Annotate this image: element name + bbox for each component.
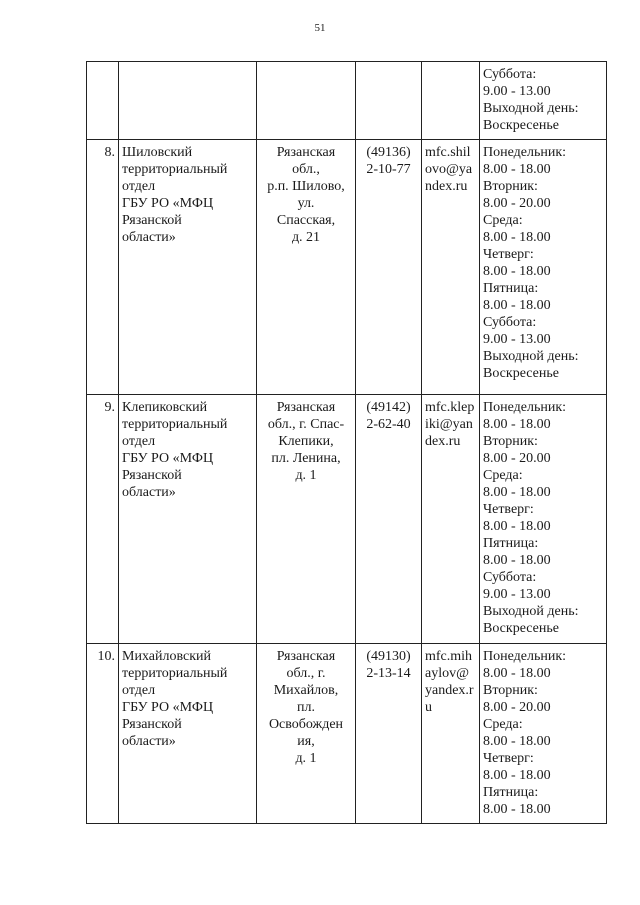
- address-cell: [257, 395, 356, 644]
- schedule-cell: [480, 140, 607, 395]
- schedule-line: 8.00 - 18.00: [483, 485, 551, 500]
- address-line: р.п. Шилово,: [267, 179, 345, 194]
- schedule-line: Вторник:: [483, 683, 538, 698]
- schedule-line: 8.00 - 20.00: [483, 196, 551, 211]
- schedule-line: Выходной день:: [483, 349, 579, 364]
- office-name-line: отдел: [122, 683, 156, 698]
- email-line: ovo@ya: [425, 162, 473, 177]
- schedule-line: 9.00 - 13.00: [483, 332, 551, 347]
- address-line: д. 1: [295, 468, 317, 483]
- schedule-line: Суббота:: [483, 570, 537, 585]
- office-name-line: ГБУ РО «МФЦ: [122, 451, 214, 466]
- address-line: ия,: [297, 734, 315, 749]
- phone-cell: [356, 395, 422, 644]
- office-name-cell: [119, 395, 257, 644]
- address-line: Рязанская: [276, 145, 336, 160]
- schedule-line: Пятница:: [483, 281, 539, 296]
- office-name-line: Клепиковский: [122, 400, 208, 415]
- table-row: [87, 395, 607, 644]
- row-number: 10.: [87, 644, 119, 824]
- phone-cell: [356, 644, 422, 824]
- phone-line: (49142): [366, 400, 411, 415]
- address-line: обл.,: [292, 162, 320, 177]
- office-name-line: отдел: [122, 434, 156, 449]
- office-name-line: Михайловский: [122, 649, 211, 664]
- schedule-cell: [480, 395, 607, 644]
- schedule-line: Воскресенье: [483, 621, 559, 636]
- address-line: Клепики,: [278, 434, 334, 449]
- schedule-line: Выходной день:: [483, 604, 579, 619]
- email-cell: [422, 395, 480, 644]
- address-cell: [257, 62, 356, 140]
- email-line: mfc.shil: [425, 145, 471, 160]
- address-line: пл. Ленина,: [271, 451, 341, 466]
- schedule-line: 8.00 - 18.00: [483, 162, 551, 177]
- schedule-line: Воскресенье: [483, 366, 559, 381]
- email-line: iki@yan: [425, 417, 473, 432]
- schedule-cell: [480, 62, 607, 140]
- address-cell: [257, 140, 356, 395]
- schedule-line: 8.00 - 18.00: [483, 802, 551, 817]
- address-line: Михайлов,: [273, 683, 339, 698]
- row-number: [87, 62, 119, 140]
- address-line: Освобожден: [268, 717, 344, 732]
- email-cell: [422, 140, 480, 395]
- office-name-line: территориальный: [122, 417, 228, 432]
- schedule-line: Четверг:: [483, 502, 534, 517]
- address-line: обл., г. Спас-: [267, 417, 345, 432]
- phone-line: 2-10-77: [366, 162, 411, 177]
- email-line: mfc.mih: [425, 649, 473, 664]
- schedule-line: Среда:: [483, 717, 523, 732]
- schedule-line: 8.00 - 18.00: [483, 264, 551, 279]
- office-name-line: области»: [122, 734, 176, 749]
- office-name-line: территориальный: [122, 666, 228, 681]
- schedule-line: Вторник:: [483, 434, 538, 449]
- schedule-line: 8.00 - 18.00: [483, 417, 551, 432]
- address-cell: [257, 644, 356, 824]
- email-line: yandex.r: [425, 683, 474, 698]
- row-number: 8.: [87, 140, 119, 395]
- address-line: обл., г.: [286, 666, 326, 681]
- email-cell: [422, 644, 480, 824]
- schedule-line: Понедельник:: [483, 400, 567, 415]
- schedule-line: Среда:: [483, 468, 523, 483]
- schedule-cell: [480, 644, 607, 824]
- office-name-line: ГБУ РО «МФЦ: [122, 196, 214, 211]
- schedule-line: 8.00 - 20.00: [483, 700, 551, 715]
- schedule-line: Четверг:: [483, 751, 534, 766]
- schedule-line: 8.00 - 20.00: [483, 451, 551, 466]
- office-name-line: ГБУ РО «МФЦ: [122, 700, 214, 715]
- phone-cell: [356, 62, 422, 140]
- row-number: 9.: [87, 395, 119, 644]
- address-line: д. 1: [295, 751, 317, 766]
- office-name-line: Шиловский: [122, 145, 193, 160]
- address-line: Рязанская: [276, 400, 336, 415]
- schedule-line: 8.00 - 18.00: [483, 298, 551, 313]
- schedule-line: Выходной день:: [483, 101, 579, 116]
- office-name-line: территориальный: [122, 162, 228, 177]
- office-name-line: Рязанской: [122, 468, 182, 483]
- schedule-line: Воскресенье: [483, 118, 559, 133]
- phone-line: 2-13-14: [366, 666, 411, 681]
- schedule-line: Понедельник:: [483, 145, 567, 160]
- address-line: ул.: [297, 196, 315, 211]
- schedule-line: 8.00 - 18.00: [483, 666, 551, 681]
- schedule-line: Пятница:: [483, 536, 539, 551]
- phone-cell: [356, 140, 422, 395]
- schedule-line: 8.00 - 18.00: [483, 230, 551, 245]
- table-row: [87, 62, 607, 140]
- email-line: ndex.ru: [425, 179, 468, 194]
- schedule-line: Пятница:: [483, 785, 539, 800]
- office-name-cell: [119, 140, 257, 395]
- office-name-line: области»: [122, 485, 176, 500]
- schedule-line: 9.00 - 13.00: [483, 84, 551, 99]
- table-row: [87, 140, 607, 395]
- email-line: mfc.klep: [425, 400, 475, 415]
- email-line: dex.ru: [425, 434, 461, 449]
- office-name-line: Рязанской: [122, 213, 182, 228]
- office-name-cell: [119, 644, 257, 824]
- email-line: u: [425, 700, 432, 715]
- schedule-line: 8.00 - 18.00: [483, 519, 551, 534]
- page-number: 51: [314, 22, 326, 34]
- schedule-line: Понедельник:: [483, 649, 567, 664]
- schedule-line: 8.00 - 18.00: [483, 768, 551, 783]
- office-name-line: отдел: [122, 179, 156, 194]
- mfc-offices-table: [86, 61, 607, 824]
- email-cell: [422, 62, 480, 140]
- schedule-line: Вторник:: [483, 179, 538, 194]
- office-name-cell: [119, 62, 257, 140]
- address-line: Спасская,: [276, 213, 336, 228]
- address-line: пл.: [297, 700, 315, 715]
- schedule-line: 8.00 - 18.00: [483, 553, 551, 568]
- phone-line: (49136): [366, 145, 411, 160]
- office-name-line: области»: [122, 230, 176, 245]
- address-line: Рязанская: [276, 649, 336, 664]
- address-line: д. 21: [291, 230, 321, 245]
- schedule-line: Суббота:: [483, 67, 537, 82]
- phone-line: (49130): [366, 649, 411, 664]
- schedule-line: Четверг:: [483, 247, 534, 262]
- schedule-line: Суббота:: [483, 315, 537, 330]
- schedule-line: Среда:: [483, 213, 523, 228]
- phone-line: 2-62-40: [366, 417, 411, 432]
- schedule-line: 9.00 - 13.00: [483, 587, 551, 602]
- office-name-line: Рязанской: [122, 717, 182, 732]
- email-line: aylov@: [425, 666, 469, 681]
- table-row: [87, 644, 607, 824]
- schedule-line: 8.00 - 18.00: [483, 734, 551, 749]
